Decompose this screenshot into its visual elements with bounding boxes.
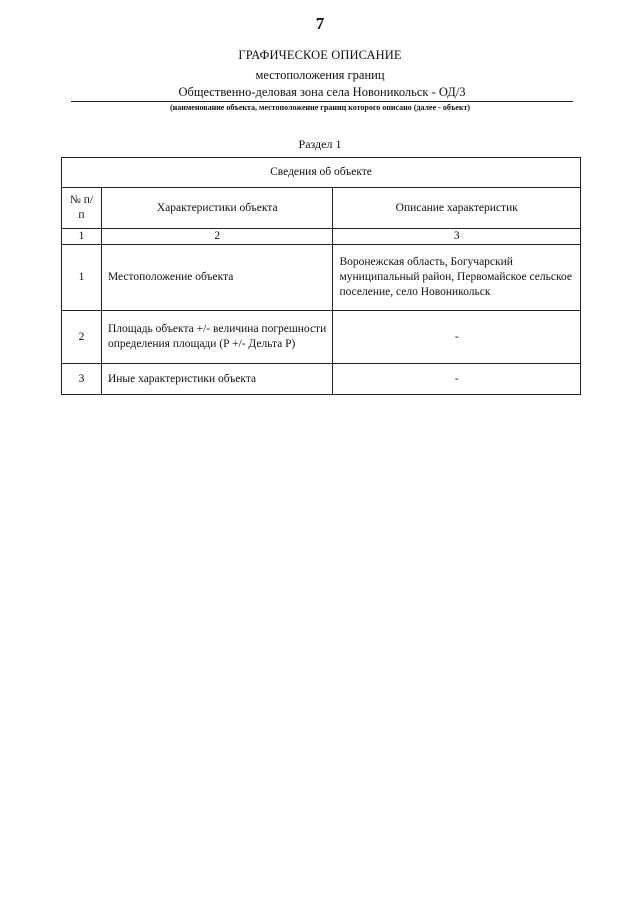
column-header-description: Описание характеристик (333, 188, 581, 229)
object-name-caption: (наименование объекта, местоположение границ которого описано (далее - объект) (169, 103, 471, 112)
object-name: Общественно-деловая зона села Новоникольск - ОД/3 (71, 85, 573, 102)
table-header-row (62, 188, 581, 229)
column-number: 3 (333, 229, 581, 245)
row-number: 1 (62, 245, 102, 311)
column-header-characteristics: Характеристики объекта (101, 188, 333, 229)
row-description: - (333, 364, 581, 395)
column-number: 2 (101, 229, 333, 245)
column-number: 1 (62, 229, 102, 245)
table-row (62, 245, 581, 311)
row-characteristic: Иные характеристики объекта (101, 364, 333, 395)
column-header-number: № п/п (62, 188, 102, 229)
row-description: - (333, 311, 581, 364)
table-row (62, 311, 581, 364)
row-number: 3 (62, 364, 102, 395)
table-row (62, 364, 581, 395)
table-caption-row (62, 158, 581, 188)
row-description: Воронежская область, Богучарский муниципальный район, Первомайское сельское поселение, село Новоникольск (333, 245, 581, 311)
row-characteristic: Местоположение объекта (101, 245, 333, 311)
document-subtitle: местоположения границ (255, 68, 385, 82)
object-info-table (61, 157, 581, 395)
column-number-row (62, 229, 581, 245)
document-title: ГРАФИЧЕСКОЕ ОПИСАНИЕ (238, 48, 402, 62)
page-number: 7 (315, 14, 325, 33)
section-title: Раздел 1 (298, 137, 342, 151)
row-characteristic: Площадь объекта +/- величина погрешности определения площади (P +/- Дельта P) (101, 311, 333, 364)
row-number: 2 (62, 311, 102, 364)
table-caption: Сведения об объекте (62, 158, 581, 188)
